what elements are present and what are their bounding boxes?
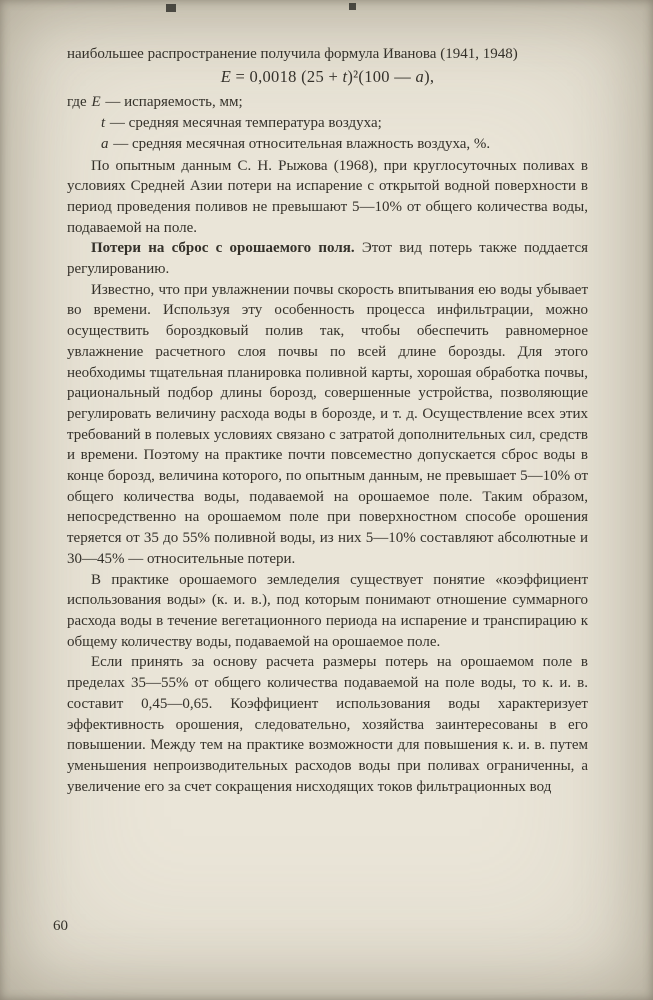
page-number: 60 (53, 918, 68, 934)
scan-artifact (349, 3, 356, 10)
definition-var: t (101, 115, 106, 132)
definition-var: a (101, 135, 109, 152)
scan-artifact (166, 4, 176, 12)
paragraph-bold-lead: Потери на сброс с орошаемого поля. (91, 240, 355, 257)
intro-line-2: (1941, 1948) (440, 46, 518, 62)
paragraph-water-use-coefficient (67, 570, 588, 653)
formula-definitions (67, 92, 588, 154)
paragraph-text: Известно, что при увлажнении почвы скорость впитывания ею воды убывает во времени. Используя эту особенность процесса инфильтрации, можно осуществить бороздковый полив так, чтобы обеспечить равномерное увлажнение расчетного слоя почвы по всей длине борозды. Для этого необходимы тщательная планировка поливной карты, хорошая обработка почвы, рациональный подбор длины борозд, совершенные устройства, позволяющие регулировать величину расхода воды в борозде, и т. д. Осуществление всех этих требований в полевых условиях связано с затратой дополнительных сил, средств и времени. Поэтому на практике почти повсеместно допускается сброс воды в конце борозд, величина которого, по опытным данным, не превышает 5—10% от общего количества воды, подаваемой на орошаемое поле. Таким образом, непосредственно на орошаемом поле при поверхностном способе орошения теряется от 35 до 55% поливной воды, из них 5—10% составляют абсолютные и 30—45% — относительные потери. (67, 281, 588, 567)
formula-part: = 0,0018 (25 + (231, 66, 343, 86)
formula-var-t: t (342, 66, 348, 86)
paragraph-coefficient-calculation (67, 652, 588, 797)
paragraph-infiltration (67, 280, 588, 570)
paragraph-text: Если принять за основу расчета размеры потерь на орошаемом поле в пределах 35—55% от общего количества подаваемой на поле воды, то к. и. в. составит 0,45—0,65. Коэффициент использования воды характеризует эффективность орошения, следовательно, хозяйства заинтересованы в его повышении. Между тем на практике возможности для повышения к. и. в. путем уменьшения непроизводительных расходов воды при поливах ограниченны, а увеличение его за счет сокращения нисходящих токов фильтрационных вод (67, 654, 588, 795)
definition-text: — средняя месячная температура воздуха; (109, 115, 382, 132)
definition-var: E (91, 94, 101, 111)
definition-a (100, 134, 588, 155)
paragraph-text: В практике орошаемого земледелия существует понятие «коэффициент использования воды» (к. и. в.), под которым понимают отношение суммарного расхода воды в течение вегетационного периода на испарение и транспирацию к общему количеству воды, подаваемой на орошаемое поле. (67, 571, 588, 650)
paragraph-text: Этот вид потерь также поддается регулированию. (67, 240, 588, 278)
formula-part: ), (424, 66, 435, 86)
definition-text: — средняя месячная относительная влажность воздуха, %. (113, 135, 491, 152)
definition-text: — испаряемость, мм; (105, 94, 243, 111)
formula-var-a: a (415, 66, 425, 86)
evaporation-formula (67, 67, 588, 88)
paragraph-text: По опытным данным С. Н. Рыжова (1968), при круглосуточных поливах в условиях Средней Азии потери на испарение с открытой водной поверхности в период проведения поливов не превышают 5—10% от общего количества воды, подаваемой на поле. (67, 157, 588, 236)
definition-where: где (67, 94, 87, 111)
formula-var-E: E (220, 66, 232, 86)
page-text-block (67, 44, 588, 797)
formula-part: )²(100 — (347, 66, 416, 86)
definition-t (100, 113, 588, 134)
definition-E (67, 92, 588, 113)
paragraph-ryzhov-data (67, 156, 588, 239)
intro-paragraph (67, 44, 588, 65)
intro-line-1: наибольшее распространение получила формула Иванова (67, 46, 437, 62)
paragraph-discharge-losses (67, 238, 588, 279)
